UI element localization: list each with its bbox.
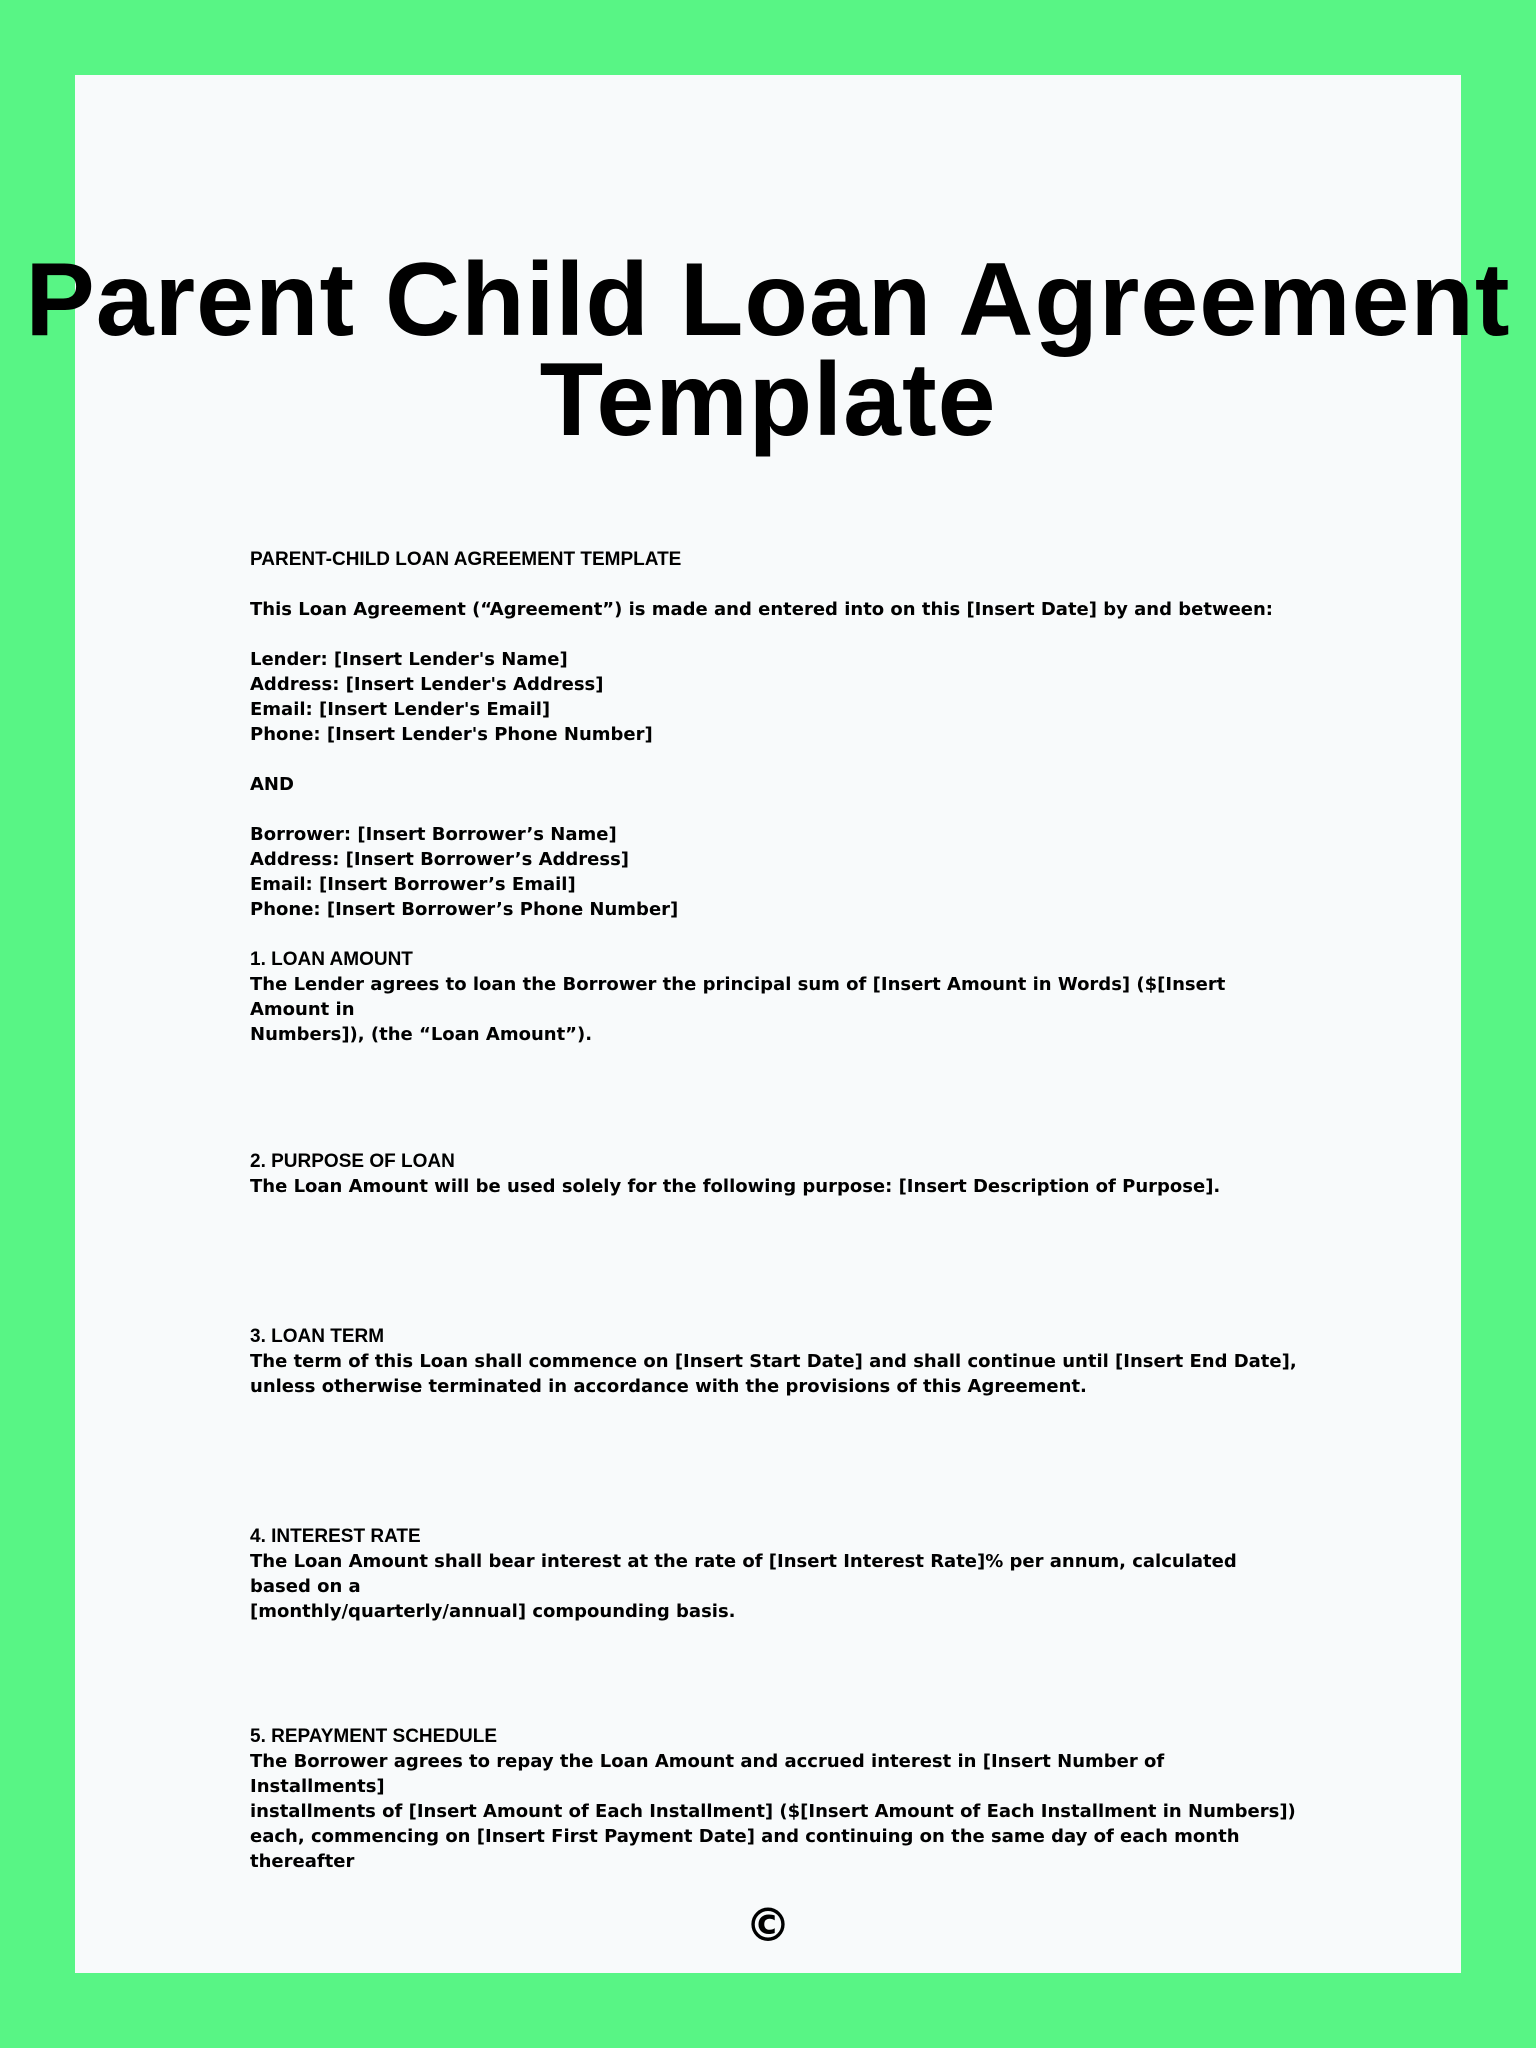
section-text-line: installments of [Insert Amount of Each Installment] ($[Insert Amount of Each Installment in Numbers]) [250,1801,1296,1822]
borrower-email: Email: [Insert Borrower’s Email] [250,874,576,895]
document-intro [250,547,1300,922]
section-text-line: The Loan Amount shall bear interest at the rate of [Insert Interest Rate]% per annum, calculated based on a [250,1551,1237,1597]
section-text-line: each, commencing on [Insert First Payment Date] and continuing on the same day of each month thereafter [250,1826,1240,1872]
section-text-line: The term of this Loan shall commence on [Insert Start Date] and shall continue until [Insert End Date], [250,1351,1297,1372]
and-separator: AND [250,774,294,795]
section-repayment-schedule [250,1724,1300,1874]
borrower-block [250,822,1300,922]
document-heading: PARENT-CHILD LOAN AGREEMENT TEMPLATE [250,549,682,570]
section-loan-amount [250,947,1300,1047]
section-text-line: Numbers]), (the “Loan Amount”). [250,1024,593,1045]
section-text-line: [monthly/quarterly/annual] compounding basis. [250,1601,736,1622]
section-interest-rate [250,1524,1300,1624]
copyright-icon: © [745,1898,791,1952]
borrower-address: Address: [Insert Borrower’s Address] [250,849,630,870]
section-loan-term [250,1324,1300,1399]
lender-name: Lender: [Insert Lender's Name] [250,649,568,670]
lender-email: Email: [Insert Lender's Email] [250,699,551,720]
section-text-line: The Borrower agrees to repay the Loan Amount and accrued interest in [Insert Number of Installments] [250,1751,1165,1797]
section-heading: 3. LOAN TERM [250,1326,385,1347]
section-heading: 5. REPAYMENT SCHEDULE [250,1726,498,1747]
lender-block [250,647,1300,747]
lender-address: Address: [Insert Lender's Address] [250,674,604,695]
intro-paragraph: This Loan Agreement (“Agreement”) is made and entered into on this [Insert Date] by and between: [250,599,1274,620]
section-text-line: unless otherwise terminated in accordance with the provisions of this Agreement. [250,1376,1087,1397]
main-title [0,242,1536,458]
borrower-phone: Phone: [Insert Borrower’s Phone Number] [250,899,679,920]
section-heading: 2. PURPOSE OF LOAN [250,1151,455,1172]
main-title-line-2: Template [539,342,997,458]
lender-phone: Phone: [Insert Lender's Phone Number] [250,724,653,745]
borrower-name: Borrower: [Insert Borrower’s Name] [250,824,617,845]
section-heading: 4. INTEREST RATE [250,1526,421,1547]
main-title-line-1: Parent Child Loan Agreement [25,242,1511,358]
section-purpose-of-loan [250,1149,1300,1199]
section-heading: 1. LOAN AMOUNT [250,949,413,970]
section-text-line: The Loan Amount will be used solely for the following purpose: [Insert Description of Purpose]. [250,1176,1221,1197]
section-text-line: The Lender agrees to loan the Borrower the principal sum of [Insert Amount in Words] ($[Insert Amount in [250,974,1226,1020]
